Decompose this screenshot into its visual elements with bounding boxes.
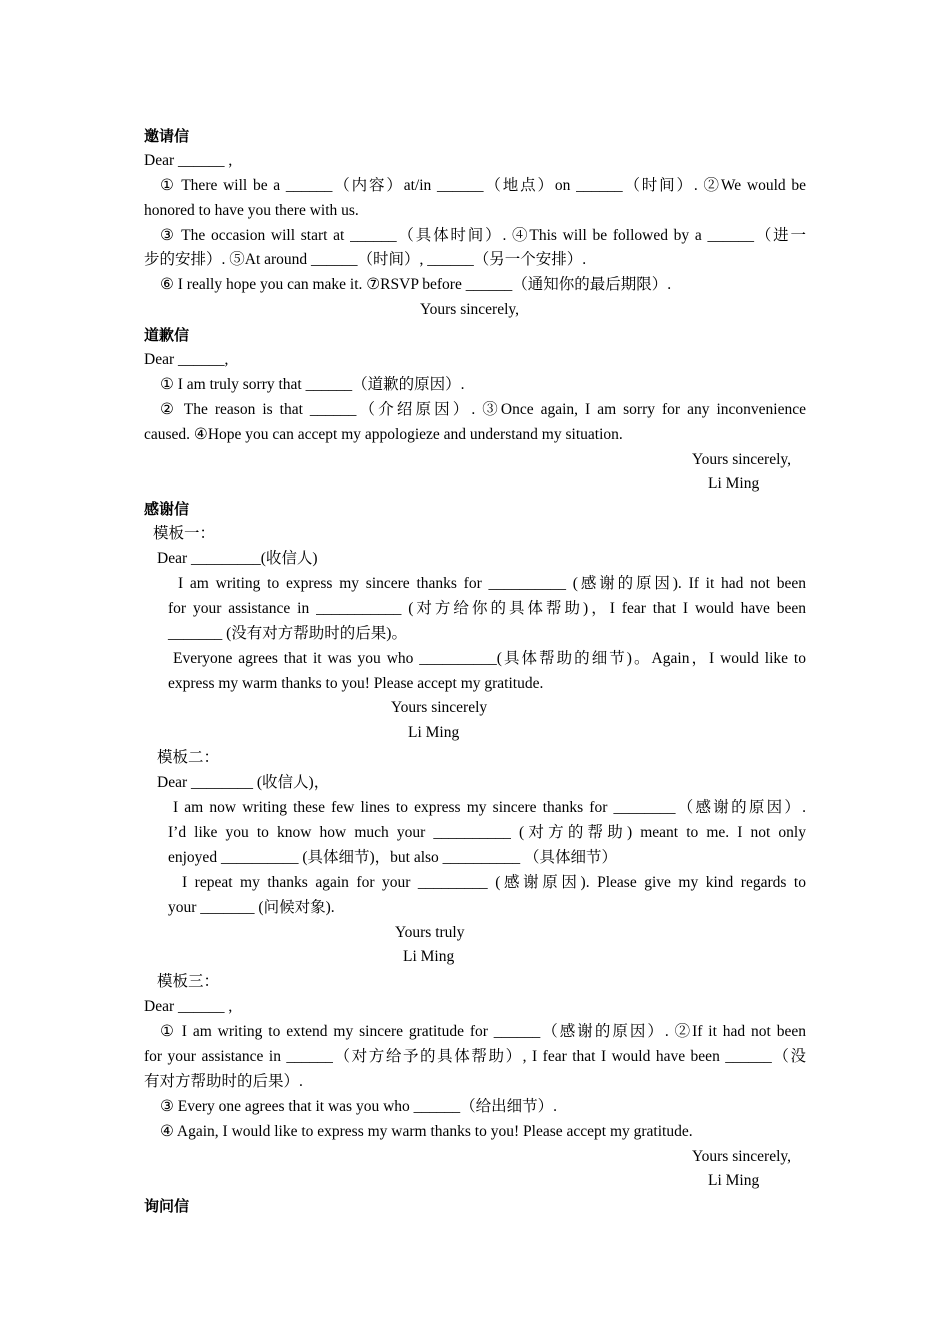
thanks-template-3-greeting: Dear ______ , — [144, 998, 233, 1016]
invitation-line-3: ③ The occasion will start at ______（具体时间）. ④This will be followed by a ______（进一 — [160, 226, 806, 244]
thanks-template-2-line-3: enjoyed __________ (具体细节)，but also __________ （具体细节） — [168, 848, 618, 866]
thanks-template-3-line-3: 有对方帮助时的后果）. — [144, 1072, 303, 1090]
thanks-template-2-greeting: Dear ________ (收信人)， — [157, 774, 330, 792]
apology-line-2: ② The reason is that ______（介绍原因）. ③Once again, I am sorry for any inconvenience — [160, 400, 806, 418]
thanks-template-1-line-3: _______ (没有对方帮助时的后果)。 — [168, 624, 407, 642]
thanks-template-3-line-4: ③ Every one agrees that it was you who ______（给出细节）. — [160, 1097, 558, 1115]
thanks-template-3-line-5: ④ Again, I would like to express my warm thanks to you! Please accept my gratitude. — [160, 1122, 693, 1140]
thanks-template-3-label: 模板三： — [157, 973, 220, 991]
thanks-template-3-line-1: ① I am writing to extend my sincere gratitude for ______（感谢的原因）. ②If it had not been — [160, 1023, 806, 1041]
thanks-template-3-signature: Li Ming — [708, 1172, 760, 1190]
thanks-template-2-signature: Li Ming — [403, 948, 455, 966]
thanks-template-3-closing: Yours sincerely, — [692, 1147, 792, 1165]
thanks-template-1-line-1: I am writing to express my sincere thanks for __________ (感谢的原因). If it had not been — [178, 575, 806, 593]
thanks-template-3-line-2: for your assistance in ______（对方给予的具体帮助）, I fear that I would have been ______（没 — [144, 1047, 806, 1065]
invitation-line-1: ① There will be a ______（内容）at/in ______（地点）on ______（时间）. ②We would be — [160, 176, 806, 194]
thanks-template-2-label: 模板二： — [157, 749, 220, 767]
thanks-template-2-closing: Yours truly — [395, 923, 465, 941]
thanks-template-1-greeting: Dear _________(收信人) — [157, 550, 318, 568]
apology-line-3: caused. ④Hope you can accept my appologieze and understand my situation. — [144, 425, 623, 443]
thanks-heading: 感谢信 — [144, 500, 190, 519]
invitation-line-4: 步的安排）. ⑤At around ______（时间）, ______（另一个安排）. — [144, 251, 587, 269]
apology-closing: Yours sincerely, — [692, 450, 792, 468]
thanks-template-1-label: 模板一： — [153, 525, 216, 543]
thanks-template-1-closing: Yours sincerely — [391, 699, 488, 717]
invitation-closing: Yours sincerely, — [420, 301, 520, 319]
thanks-template-1-line-5: express my warm thanks to you! Please accept my gratitude. — [168, 674, 544, 692]
thanks-template-1-line-4: Everyone agrees that it was you who __________(具体帮助的细节)。Again，I would like to — [173, 649, 806, 667]
invitation-line-5: ⑥ I really hope you can make it. ⑦RSVP before ______（通知你的最后期限）. — [160, 276, 672, 294]
apology-greeting: Dear ______, — [144, 351, 229, 369]
invitation-heading: 邀请信 — [144, 127, 190, 145]
thanks-template-1-line-2: for your assistance in ___________ (对方给你的具体帮助)，I fear that I would have been — [168, 599, 806, 617]
thanks-template-2-line-1: I am now writing these few lines to express my sincere thanks for ________（感谢的原因）. — [173, 799, 806, 817]
thanks-template-1-signature: Li Ming — [408, 724, 460, 742]
apology-heading: 道歉信 — [144, 326, 190, 345]
inquiry-heading: 询问信 — [144, 1197, 190, 1216]
thanks-template-2-line-5: your _______ (问候对象). — [168, 898, 335, 916]
thanks-template-2-line-2: I’d like you to know how much your __________ (对方的帮助) meant to me. I not only — [168, 823, 806, 841]
invitation-greeting: Dear ______ , — [144, 151, 233, 169]
letter-templates — [144, 124, 806, 1219]
apology-line-1: ① I am truly sorry that ______（道歉的原因）. — [160, 375, 465, 393]
invitation-line-2: honored to have you there with us. — [144, 201, 359, 219]
thanks-template-2-line-4: I repeat my thanks again for your _________ (感谢原因). Please give my kind regards to — [182, 873, 806, 891]
apology-signature: Li Ming — [708, 475, 760, 493]
